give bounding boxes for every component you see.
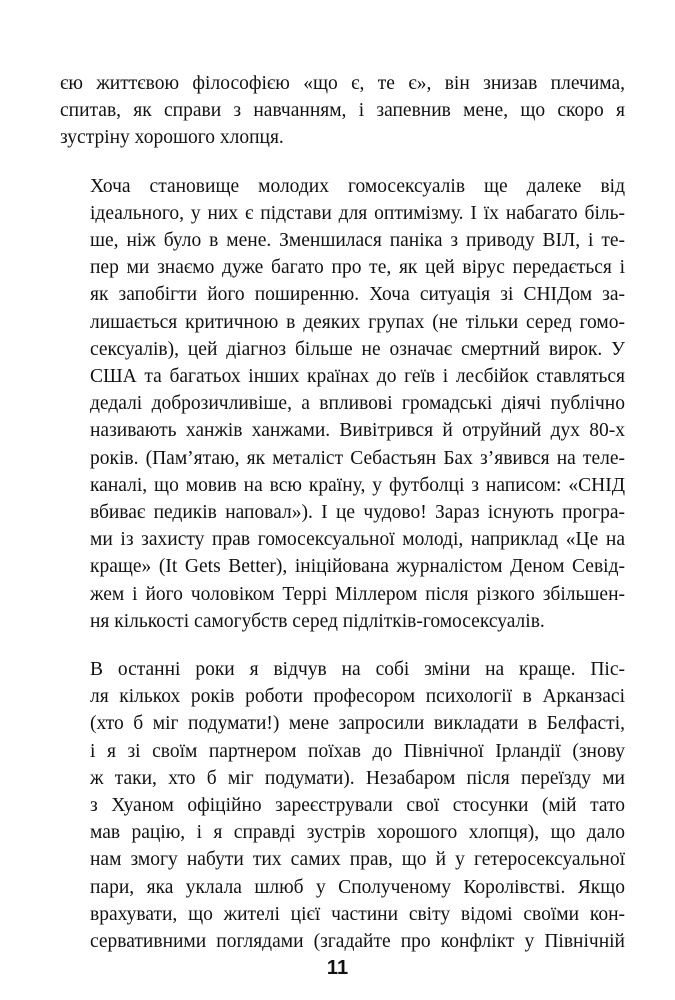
- paragraph: [60, 656, 625, 955]
- text-line: ж таки, хто б міг подумати). Незабаром після переїзду ми: [90, 767, 625, 789]
- paragraph: [60, 173, 625, 635]
- text-line: краще» (It Gets Better), ініційована журналістом Деном Севід-: [90, 556, 625, 578]
- text-line: В останні роки я відчув на собі зміни на краще. Піс-: [90, 659, 625, 681]
- text-line: років. (Пам’ятаю, як металіст Себастьян Бах з’явився на теле-: [90, 447, 625, 469]
- text-line: спитав, як справи з навчанням, і запевнив мене, що скоро я: [60, 100, 625, 122]
- text-line: США та багатьох інших країнах до геїв і лесбійок ставляться: [90, 366, 625, 388]
- text-line: пер ми знаємо дуже багато про те, як цей вірус передається і: [90, 257, 625, 279]
- text-line: Хоча становище молодих гомосексуалів ще далеке від: [90, 175, 625, 197]
- text-line: і я зі своїм партнером поїхав до Північної Ірландії (знову: [90, 740, 625, 762]
- text-line: лишається критичною в деяких групах (не тільки серед гомо-: [90, 311, 625, 333]
- text-line: пари, яка уклала шлюб у Сполученому Королівстві. Якщо: [90, 876, 625, 898]
- text-line: мав рацію, і я справді зустрів хорошого хлопця), що дало: [90, 822, 625, 844]
- text-line: нам змогу набути тих самих прав, що й у гетеросексуальної: [90, 849, 625, 871]
- page-number: 11: [326, 957, 349, 979]
- text-line: зустріну хорошого хлопця.: [60, 127, 284, 149]
- text-line: з Хуаном офіційно зареєстрували свої стосунки (мій тато: [90, 795, 625, 817]
- text-line: ля кількох років роботи професором психології в Арканзасі: [90, 686, 625, 708]
- text-line: називають ханжів ханжами. Вивітрився й отруйний дух 80-х: [90, 420, 625, 442]
- text-line: (хто б міг подумати!) мене запросили викладати в Белфасті,: [90, 713, 625, 735]
- text-line: жем і його чоловіком Террі Міллером після різкого збільшен-: [90, 583, 625, 605]
- text-line: дедалі доброзичливіше, а впливові громадські діячі публічно: [90, 393, 625, 415]
- text-line: каналі, що мовив на всю країну, у футболці з написом: «СНІД: [90, 474, 625, 496]
- text-line: ми із захисту прав гомосексуальної молоді, наприклад «Це на: [90, 529, 625, 551]
- text-line: ідеального, у них є підстави для оптимізму. І їх набагато біль-: [90, 202, 625, 224]
- text-line: сексуалів), цей діагноз більше не означає смертний вирок. У: [90, 338, 625, 360]
- text-line: врахувати, що жителі цієї частини світу відомі своїми кон-: [90, 903, 625, 925]
- text-line: сервативними поглядами (згадайте про конфлікт у Північній: [90, 931, 625, 953]
- text-line: як запобігти його поширенню. Хоча ситуація зі СНІДом за-: [90, 284, 625, 306]
- page-body: [60, 70, 625, 955]
- paragraph: [60, 70, 625, 152]
- text-line: ше, ніж було в мене. Зменшилася паніка з приводу ВІЛ, і те-: [90, 230, 625, 252]
- text-line: ня кількості самогубств серед підлітків-гомосексуалів.: [90, 610, 545, 632]
- text-line: вбиває педиків наповал»). І це чудово! Зараз існують програ-: [90, 502, 625, 524]
- text-line: єю життєвою філософією «що є, те є», він знизав плечима,: [60, 73, 625, 94]
